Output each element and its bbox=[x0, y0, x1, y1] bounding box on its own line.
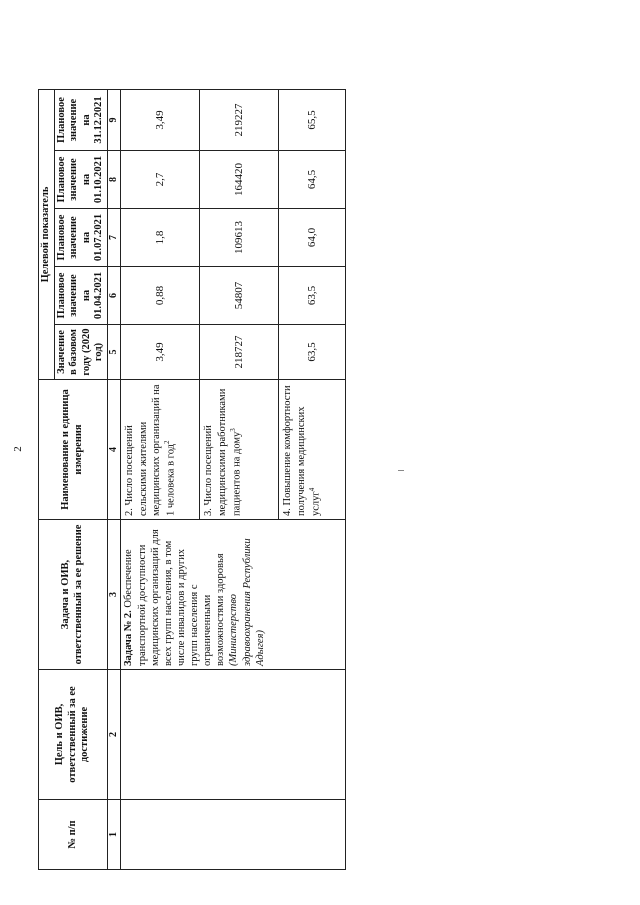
task-text: Обеспечение транспортной доступности медицинских организаций для всех групп населения, в том числе инвалидов и других групп населения с ограниченными возможностями здоровья bbox=[123, 529, 227, 666]
value-cell: 3,49 bbox=[121, 90, 200, 151]
header-plan-q3: Плановое значение на 01.10.2021 bbox=[54, 151, 107, 209]
value-cell: 65,5 bbox=[279, 90, 346, 151]
value-cell: 219227 bbox=[200, 90, 279, 151]
column-number: 8 bbox=[107, 151, 121, 209]
indicator-name: 2. Число посещений сельскими жителями медицинских организаций на 1 человека в год$^2$ bbox=[121, 380, 200, 520]
column-number: 1 bbox=[107, 800, 121, 870]
column-number: 6 bbox=[107, 267, 121, 325]
footnote-mark: 4 bbox=[307, 487, 316, 492]
column-number: 4 bbox=[107, 380, 121, 520]
header-plan-q2: Плановое значение на 01.07.2021 bbox=[54, 209, 107, 267]
column-number: 5 bbox=[107, 325, 121, 380]
column-number: 7 bbox=[107, 209, 121, 267]
task-title: Задача № 2. bbox=[123, 610, 135, 666]
value-cell: 64,0 bbox=[279, 209, 346, 267]
header-row-1 bbox=[39, 90, 55, 870]
row-number-cell bbox=[121, 800, 346, 870]
footnote-mark: 2 bbox=[162, 440, 171, 444]
task-cell bbox=[121, 520, 346, 670]
header-plan-q4: Плановое значение на 31.12.2021 bbox=[54, 90, 107, 151]
table-row bbox=[121, 90, 200, 870]
column-number: 9 bbox=[107, 90, 121, 151]
header-plan-q1: Плановое значение на 01.04.2021 bbox=[54, 267, 107, 325]
value-cell: 63,5 bbox=[279, 267, 346, 325]
value-cell: 63,5 bbox=[279, 325, 346, 380]
value-cell: 3,49 bbox=[121, 325, 200, 380]
value-cell: 54807 bbox=[200, 267, 279, 325]
goal-cell bbox=[121, 670, 346, 800]
page-number: 2 bbox=[12, 446, 24, 452]
value-cell: 64,5 bbox=[279, 151, 346, 209]
value-cell: 164420 bbox=[200, 151, 279, 209]
column-number: 3 bbox=[107, 520, 121, 670]
header-goal: Цель и ОИВ, ответственный за ее достижение bbox=[39, 670, 108, 800]
column-number: 2 bbox=[107, 670, 121, 800]
indicator-name: 4. Повышение комфортности получения медицинских услуг$^4$ bbox=[279, 380, 346, 520]
header-number: № п/п bbox=[39, 800, 108, 870]
column-number-row bbox=[107, 90, 121, 870]
header-base-value: Значение в базовом году (2020 год) bbox=[54, 325, 107, 380]
value-cell: 0,88 bbox=[121, 267, 200, 325]
header-target-indicator: Целевой показатель bbox=[39, 90, 55, 380]
value-cell: 109613 bbox=[200, 209, 279, 267]
indicator-name: 3. Число посещений медицинскими работниками пациентов на дому$^3$ bbox=[200, 380, 279, 520]
task-responsible: (Министерство здравоохранения Республики Адыгея) bbox=[228, 538, 266, 666]
header-task: Задача и ОИВ, ответственный за ее решение bbox=[39, 520, 108, 670]
footnote-mark: 3 bbox=[228, 428, 237, 432]
value-cell: 218727 bbox=[200, 325, 279, 380]
value-cell: 1,8 bbox=[121, 209, 200, 267]
header-indicator-name: Наименование и единица измерения bbox=[39, 380, 108, 520]
target-indicators-table bbox=[38, 89, 346, 870]
value-cell: 2,7 bbox=[121, 151, 200, 209]
rotated-table-container bbox=[38, 90, 628, 870]
